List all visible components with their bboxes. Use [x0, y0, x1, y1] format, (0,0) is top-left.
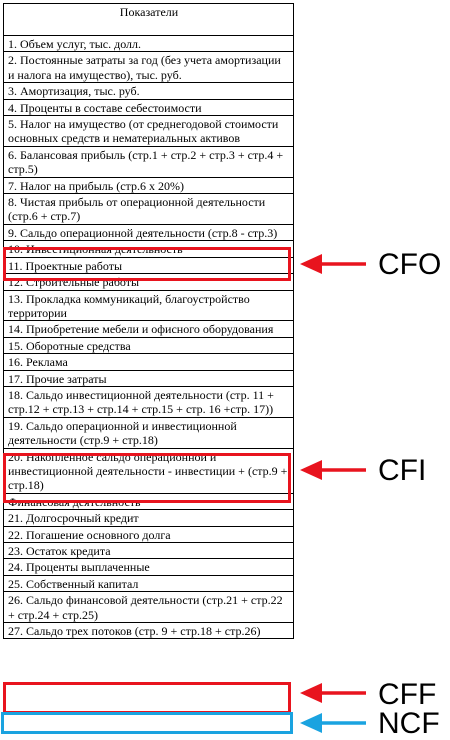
table-cell: 17. Прочие затраты — [4, 370, 294, 386]
table-cell: 25. Собственный капитал — [4, 575, 294, 591]
table-cell: 6. Балансовая прибыль (стр.1 + стр.2 + стр.3 + стр.4 + стр.5) — [4, 146, 294, 177]
table-row — [4, 526, 294, 542]
table-cell: 2. Постоянные затраты за год (без учета амортизации и налога на имущество), тыс. руб. — [4, 52, 294, 83]
table-row — [4, 194, 294, 225]
table-row — [4, 592, 294, 623]
table-cell: 19. Сальдо операционной и инвестиционной деятельности (стр.9 + стр.18) — [4, 417, 294, 448]
table-row — [4, 321, 294, 337]
table-cell: 11. Проектные работы — [4, 257, 294, 273]
table-cell: 16. Реклама — [4, 354, 294, 370]
table-row — [4, 386, 294, 417]
cfo-label: CFO — [378, 248, 442, 281]
table-row — [4, 417, 294, 448]
table-row — [4, 177, 294, 193]
table-cell: 3. Амортизация, тыс. руб. — [4, 83, 294, 99]
table-row — [4, 83, 294, 99]
table-cell: 27. Сальдо трех потоков (стр. 9 + стр.18 + стр.26) — [4, 623, 294, 639]
table-row — [4, 36, 294, 52]
table-row — [4, 623, 294, 639]
cfo-highlight-box — [3, 247, 291, 281]
cff-label: CFF — [378, 678, 437, 711]
table-cell: 13. Прокладка коммуникаций, благоустройство территории — [4, 290, 294, 321]
table-header-cell: Показатели — [4, 4, 294, 36]
table-cell: 20. Накопленное сальдо операционной и инвестиционной деятельности - инвестиции + (стр.9 + стр.18) — [4, 448, 294, 493]
table-row — [4, 543, 294, 559]
indicators-table — [3, 3, 294, 639]
table-cell: 8. Чистая прибыль от операционной деятельности (стр.6 + стр.7) — [4, 194, 294, 225]
ncf-highlight-box — [1, 712, 293, 734]
ncf-label: NCF — [378, 707, 440, 740]
table-cell: 1. Объем услуг, тыс. долл. — [4, 36, 294, 52]
table-row — [4, 146, 294, 177]
table-row — [4, 354, 294, 370]
table-row — [4, 559, 294, 575]
cfi-label: CFI — [378, 454, 427, 487]
table-body — [4, 4, 294, 639]
table-cell: 23. Остаток кредита — [4, 543, 294, 559]
table-cell: 5. Налог на имущество (от среднегодовой стоимости основных средств и нематериальных активов — [4, 116, 294, 147]
table-cell: 15. Оборотные средства — [4, 337, 294, 353]
table-cell: 4. Проценты в составе себестоимости — [4, 99, 294, 115]
table-cell: 26. Сальдо финансовой деятельности (стр.21 + стр.22 + стр.24 + стр.25) — [4, 592, 294, 623]
table-row — [4, 52, 294, 83]
table-row — [4, 575, 294, 591]
cfo-arrow-icon — [300, 253, 368, 275]
table-header-row — [4, 4, 294, 36]
table-row — [4, 510, 294, 526]
table-row — [4, 224, 294, 240]
table-row — [4, 290, 294, 321]
table-cell: 10. Инвестиционная деятельность — [4, 241, 294, 257]
table-row — [4, 99, 294, 115]
table-row — [4, 370, 294, 386]
table-row — [4, 116, 294, 147]
table-cell: 7. Налог на прибыль (стр.6 х 20%) — [4, 177, 294, 193]
table-cell: 14. Приобретение мебели и офисного оборудования — [4, 321, 294, 337]
table-cell: 21. Долгосрочный кредит — [4, 510, 294, 526]
table-cell: 24. Проценты выплаченные — [4, 559, 294, 575]
cff-highlight-box — [3, 682, 291, 714]
table-row — [4, 337, 294, 353]
ncf-arrow-icon — [300, 712, 368, 734]
cfi-highlight-box — [3, 453, 291, 503]
table-cell: Финансовая деятельность — [4, 493, 294, 509]
table-cell: 18. Сальдо инвестиционной деятельности (стр. 11 + стр.12 + стр.13 + стр.14 + стр.15 + стр. 16 +стр. 17)) — [4, 386, 294, 417]
table-cell: 12. Строительные работы — [4, 274, 294, 290]
table-cell: 9. Сальдо операционной деятельности (стр.8 - стр.3) — [4, 224, 294, 240]
cfi-arrow-icon — [300, 459, 368, 481]
table-cell: 22. Погашение основного долга — [4, 526, 294, 542]
cff-arrow-icon — [300, 682, 368, 704]
